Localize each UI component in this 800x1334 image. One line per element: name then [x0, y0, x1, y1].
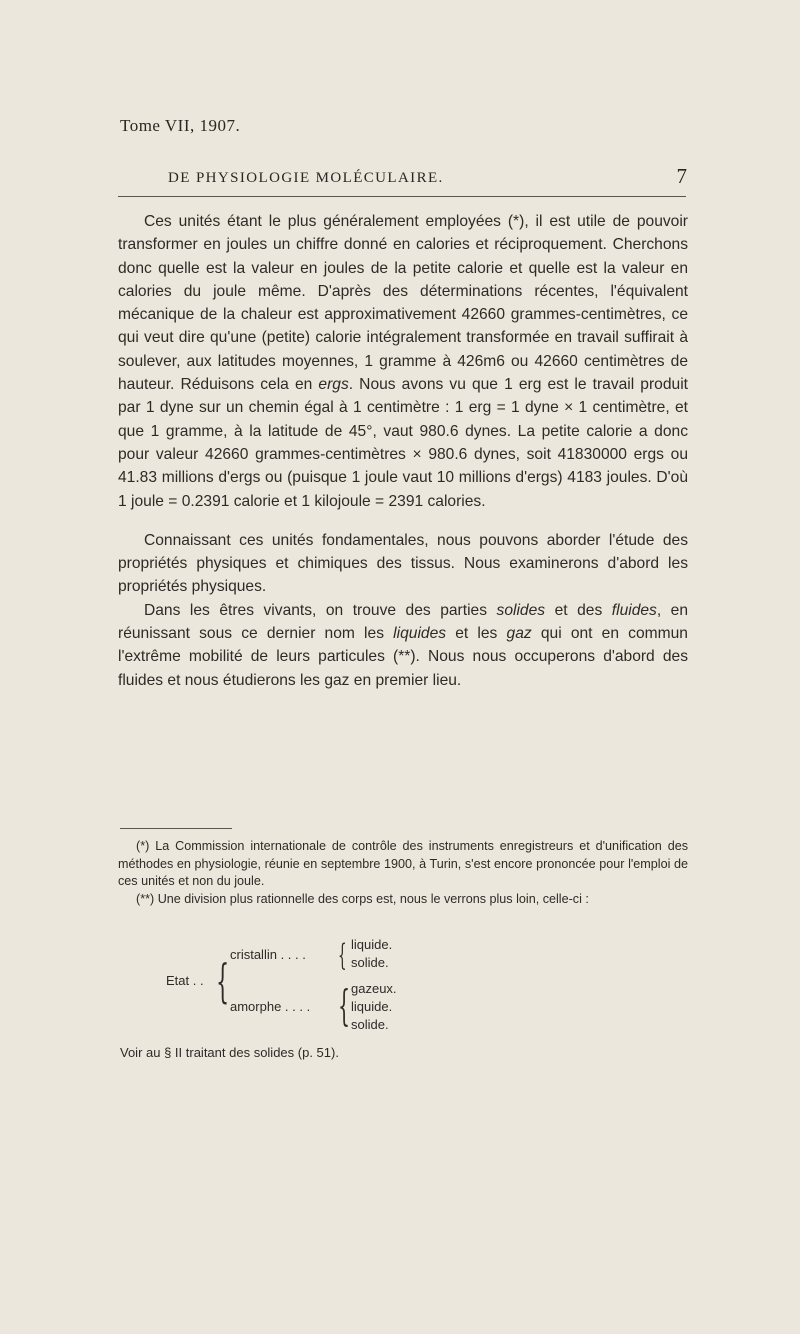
cristallin-state-liquide: liquide.	[351, 937, 393, 952]
fluids-text-d: et les	[455, 625, 498, 643]
fluids-text-b: et des	[554, 601, 603, 619]
footnotes	[118, 838, 688, 908]
footnote-2: (**) Une division plus rationnelle des corps est, nous le verrons plus loin, celle-ci :	[136, 891, 589, 906]
paragraph-units-rest: . Nous avons vu que 1 erg est le travail produit par 1 dyne sur un chemin égal à 1 centimètre : 1 erg = 1 dyne × 1 centimètre, et que 1 gramme, à la latitude de 45°, vaut 980.6 dynes. La petite calorie a donc pour valeur 42660 grammes-centimètres × 980.6 dynes, soit 41830000 ergs ou 41.83 millions d'ergs ou (puisque 1 joule vaut 10 millions d'ergs) 4183 joules. D'où 1 joule = 0.2391 calorie et 1 kilojoule = 2391 calories.	[118, 376, 688, 510]
body-text	[118, 210, 688, 692]
amorphe-brace: {	[338, 981, 351, 1030]
footnote-1: (*) La Commission internationale de contrôle des instruments enregistreurs et d'unification des méthodes en physiologie, réunie en septembre 1900, à Turin, s'est encore prononcée pour l'emploi de ces unités et non du joule.	[118, 839, 688, 889]
liquides-term: liquides	[393, 625, 447, 643]
cristallin-state-solide: solide.	[351, 955, 389, 970]
amorphe-label: amorphe . . . .	[230, 999, 311, 1014]
see-also-note: Voir au § II traitant des solides (p. 51).	[120, 1045, 339, 1060]
cristallin-brace: {	[338, 938, 347, 973]
fluids-text-a: Dans les êtres vivants, on trouve des parties	[144, 601, 488, 619]
solides-term: solides	[496, 601, 546, 619]
paragraph-units	[118, 210, 688, 513]
header-rule	[118, 196, 686, 197]
amorphe-state-solide: solide.	[351, 1017, 389, 1032]
paragraph-fluids	[118, 599, 688, 692]
paragraph-properties: Connaissant ces unités fondamentales, nous pouvons aborder l'étude des propriétés physiques et chimiques des tissus. Nous examinerons d'abord les propriétés physiques.	[118, 531, 688, 596]
volume-label: Tome VII, 1907.	[120, 116, 241, 135]
page-number: 7	[676, 164, 687, 188]
paragraph-units-text: Ces unités étant le plus généralement employées (*), il est utile de pouvoir transformer en joules un chiffre donné en calories et réciproquement. Cherchons donc quelle est la valeur en joules de la petite calorie et quelle est la valeur en calories du joule même. D'après des déterminations récentes, l'équivalent mécanique de la chaleur est approximativement 42660 grammes-centimètres, ce qui veut dire qu'une (petite) calorie intégralement transformée en travail suffirait à soulever, aux latitudes moyennes, 1 gramme à 426m6 ou 42660 centimètres de hauteur. Réduisons cela en	[118, 213, 688, 394]
left-brace: {	[216, 954, 230, 1008]
classification-table	[118, 937, 688, 1032]
fluids-text-c: , en réunissant sous ce dernier nom les	[118, 601, 689, 643]
ergs-term: ergs	[318, 376, 349, 394]
footnote-rule	[120, 828, 232, 829]
fluids-text-e: qui ont en commun l'extrême mobilité de leurs particules (**). Nous nous occuperons d'abord des fluides et nous étudierons les gaz en premier lieu.	[118, 625, 688, 689]
gaz-term: gaz	[506, 625, 532, 643]
amorphe-state-gazeux: gazeux.	[351, 981, 397, 996]
running-head: DE PHYSIOLOGIE MOLÉCULAIRE.	[168, 170, 444, 186]
cristallin-label: cristallin . . . .	[230, 947, 306, 962]
amorphe-state-liquide: liquide.	[351, 999, 393, 1014]
etat-label: Etat . .	[166, 973, 204, 988]
fluides-term: fluides	[611, 601, 657, 619]
